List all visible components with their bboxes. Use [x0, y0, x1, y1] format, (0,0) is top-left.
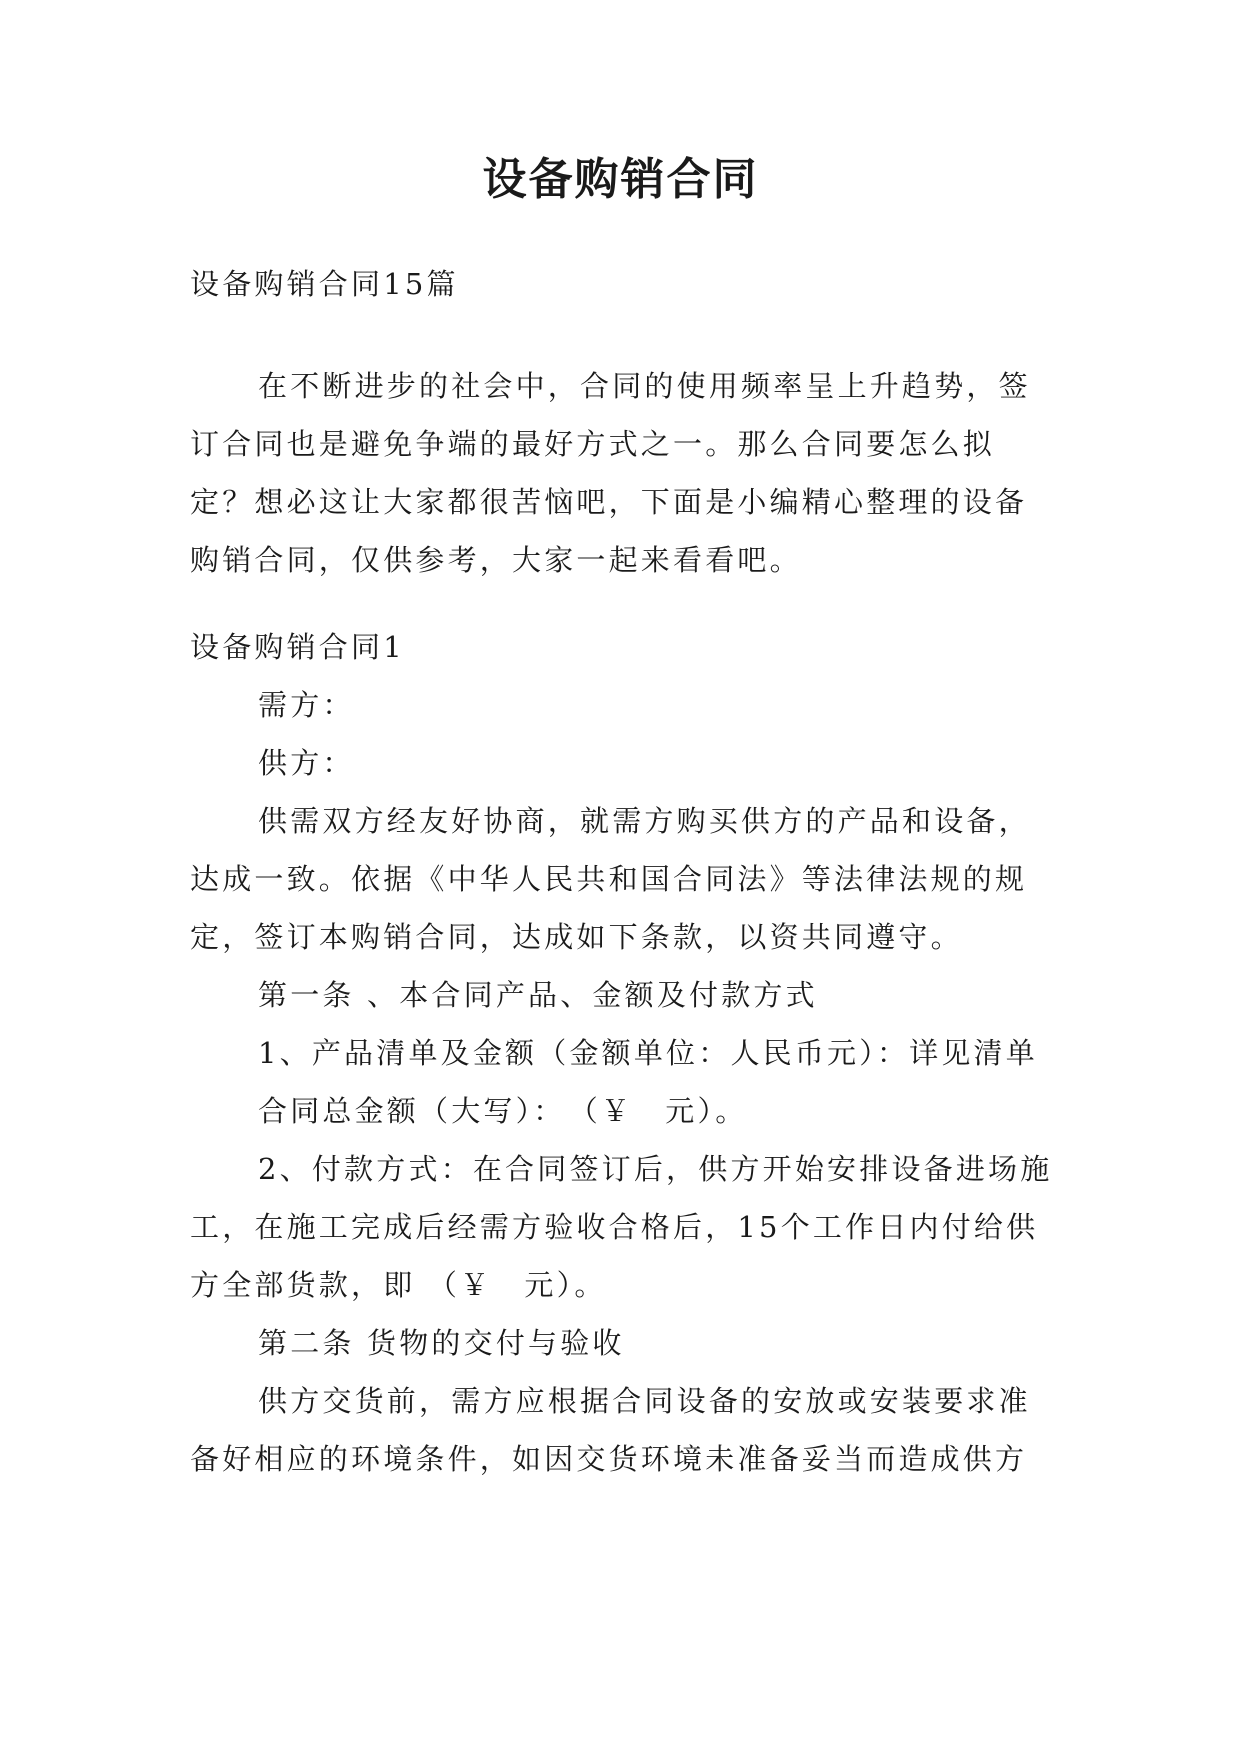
section-heading: 设备购销合同1	[190, 630, 405, 664]
seller-label: 供方：	[258, 746, 355, 780]
document-title: 设备购销合同	[482, 154, 759, 205]
item-2-payment-terms: 2、付款方式：在合同签订后，供方开始安排设备进场施工，在施工完成后经需方验收合格后，15个工作日内付给供方全部货款，即 （￥ 元）。	[190, 1152, 1053, 1302]
document-subtitle: 设备购销合同15篇	[190, 267, 459, 301]
total-amount-line: 合同总金额（大写）： （￥ 元）。	[258, 1094, 748, 1128]
agreement-paragraph: 供需双方经友好协商，就需方购买供方的产品和设备，达成一致。依据《中华人民共和国合同法》等法律法规的规定，签订本购销合同，达成如下条款，以资共同遵守。	[190, 804, 1031, 954]
article-2-heading: 第二条 货物的交付与验收	[258, 1326, 625, 1360]
intro-paragraph: 在不断进步的社会中，合同的使用频率呈上升趋势，签订合同也是避免争端的最好方式之一。那么合同要怎么拟定？想必这让大家都很苦恼吧，下面是小编精心整理的设备购销合同，仅供参考，大家一起来看看吧。	[190, 369, 1031, 577]
item-1-product-list: 1、产品清单及金额（金额单位：人民币元）：详见清单	[258, 1036, 1038, 1070]
buyer-label: 需方：	[258, 688, 355, 722]
article-1-heading: 第一条 、本合同产品、金额及付款方式	[258, 978, 818, 1012]
delivery-paragraph: 供方交货前，需方应根据合同设备的安放或安装要求准备好相应的环境条件，如因交货环境未准备妥当而造成供方	[190, 1384, 1031, 1476]
